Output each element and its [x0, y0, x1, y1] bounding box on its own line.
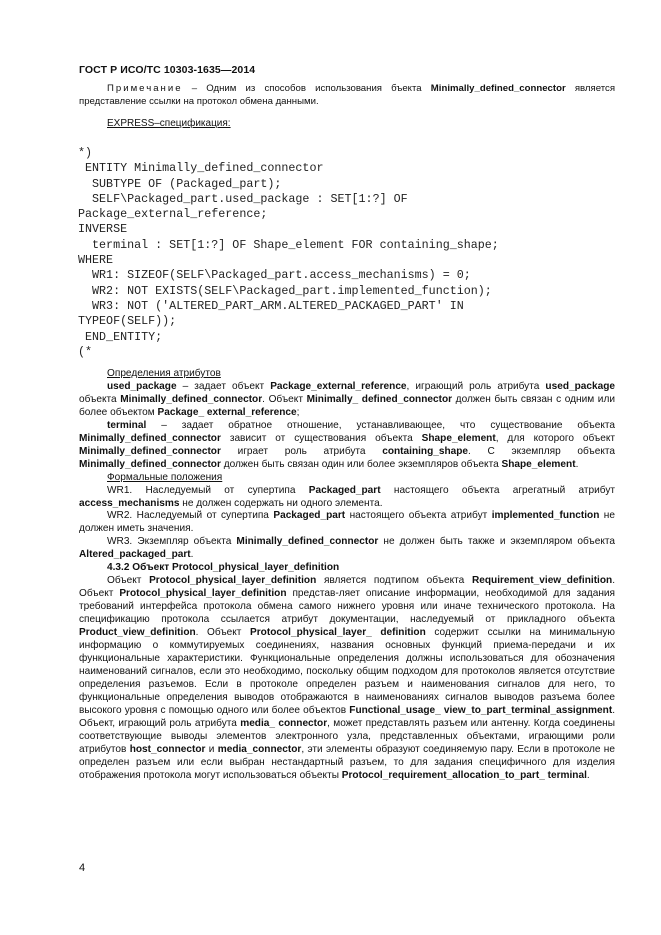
section-paragraph: Объект Protocol_physical_layer_definition является подтипом объекта Requirement_view_definition. Объект Protocol_physical_layer_definition представ-ляет описание информации, необходимой для задания требований интерфейса протокола обмена самого нижнего уровня или иначе технического протокола. На спецификацию протокола ссылается атрибут документации, наследуемый от прикладного объекта Product_view_definition. Объект Protocol_physical_layer_ definition содержит ссылки на минимальную информацию о коммутируемых соединениях, названия основных функций приема-передачи и их функциональные характеристики. Функциональные определения должны использоваться для обозначения наименований сигналов, если это необходимо, поскольку общим подходом для протоколов является отсутствие определения разъемов. Если в протоколе определен разъем и наименования сигналов для него, то функциональные определения выводов отображаются в наименованиях сигналов выводов разъема более высокого уровня с помощью одного или более объектов Functional_usage_ view_to_part_terminal_assignment. Объект, играющий роль атрибута media_ connector, может представлять разъем или антенну. Когда соединены соответствующие выводы элементов электронного узла, представленных объектами, играющими роли атрибутов host_connector и media_connector, эти элементы образуют соединяемую пару. Если в протоколе не определен разъем или если выбран нестандартный разъем, то для задания специфичного для изделия отображения протокола могут использоваться объекты Protocol_requirement_allocation_to_part_ terminal. — [79, 575, 615, 781]
page-number: 4 — [79, 862, 86, 874]
express-code-block: *) ENTITY Minimally_defined_connector SUBTYPE OF (Packaged_part); SELF\Packaged_part.used_package : SET[1:?] OF Package_external_reference; INVERSE terminal : SET[1:?] OF Shape_element FOR containing_shape; WHERE WR1: SIZEOF(SELF\Packaged_part.access_mechanisms) = 0; WR2: NOT EXISTS(SELF\Packaged_part.implemented_function); WR3: NOT ('ALTERED_PART_ARM.ALTERED_PACKAGED_PART' IN TYPEOF(SELF)); END_ENTITY; (* — [78, 146, 499, 359]
section-heading: 4.3.2 Объект Protocol_physical_layer_definition — [107, 562, 340, 574]
terminal-paragraph: terminal – задает обратное отношение, устанавливающее, что существование объекта Minimally_defined_connector зависит от существования объекта Shape_element, для которого объект Minimally_defined_connector играет роль атрибута containing_shape. С экземпляр объекта Minimally_defined_connector должен быть связан один или более экземпляров объекта Shape_element. — [79, 419, 615, 470]
express-heading: EXPRESS–спецификация: — [107, 118, 231, 129]
note-paragraph: Примечание – Одним из способов использования бъекта Minimally_defined_connector является представление ссылки на протокол обмена данными. — [79, 83, 616, 107]
wr1-paragraph: WR1. Наследуемый от супертипа Packaged_part настоящего объекта агрегатный атрибут access_mechanisms не должен содержать ни одного элемента. — [79, 484, 615, 509]
note-label: Примечание — [107, 83, 183, 94]
attributes-heading: Определения атрибутов — [107, 368, 221, 379]
body-text — [79, 368, 615, 783]
document-header: ГОСТ Р ИСО/ТС 10303-1635—2014 — [79, 64, 256, 76]
wr2-paragraph: WR2. Наследуемый от супертипа Packaged_part настоящего объекта атрибут implemented_function не должен иметь значения. — [79, 510, 615, 535]
formal-heading: Формальные положения — [107, 471, 223, 483]
wr3-paragraph: WR3. Экземпляр объекта Minimally_defined_connector не должен быть также и экземпляром объекта Altered_packaged_part. — [79, 536, 615, 561]
used-package-paragraph: used_package – задает объект Package_external_reference, играющий роль атрибута used_package объекта Minimally_defined_connector. Объект Minimally_ defined_connector должен быть связан с одним или более объектом Package_ external_reference; — [79, 380, 615, 418]
